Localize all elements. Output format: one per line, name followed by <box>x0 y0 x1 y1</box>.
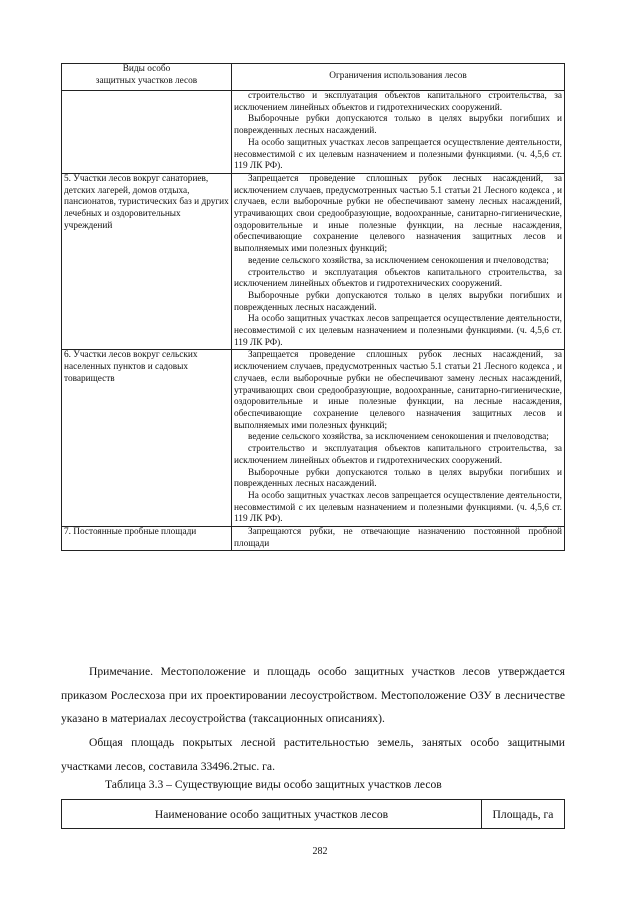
restriction-paragraph: Запрещается проведение сплошных рубок лесных насаждений, за исключением случаев, предусмотренных частью 5.1 статьи 21 Лесного кодекса , и случаев, если выборочные рубки не обеспечивают замену лесных насаждений, утрачивающих свои средообразующие, водоохранные, санитарно-гигиенические, оздоровительные и иные полезные функции, на лесные насаждения, обеспечивающие сохранение целевого назначения защитных лесов и выполняемых ими полезных функций; <box>234 350 562 431</box>
header-zone-types-line2: защитных участков лесов <box>95 75 198 86</box>
header-zone-name: Наименование особо защитных участков лесов <box>62 800 482 829</box>
total-area-block <box>61 731 565 778</box>
page-number: 282 <box>312 846 328 857</box>
restriction-paragraph: строительство и эксплуатация объектов капитального строительства, за исключением линейных объектов и гидротехнических сооружений. <box>234 444 562 466</box>
zone-cell <box>62 173 232 350</box>
table-caption: Таблица 3.3 – Существующие виды особо защитных участков лесов <box>105 778 442 791</box>
restriction-paragraph: На особо защитных участках лесов запрещается осуществление деятельности, несовместимой с их целевым назначением и полезными функциями. (ч. 4,5,6 ст. 119 ЛК РФ). <box>234 490 562 525</box>
restriction-paragraph: строительство и эксплуатация объектов капитального строительства, за исключением линейных объектов и гидротехнических сооружений. <box>234 91 562 113</box>
restriction-paragraph: Запрещаются рубки, не отвечающие назначению постоянной пробной площади <box>234 527 562 549</box>
restriction-paragraph: Выборочные рубки допускаются только в целях вырубки погибших и поврежденных лесных насаждений. <box>234 290 562 313</box>
restriction-paragraph: Запрещается проведение сплошных рубок лесных насаждений, за исключением случаев, предусмотренных частью 5.1 статьи 21 Лесного кодекса , и случаев, если выборочные рубки не обеспечивают замену лесных насаждений, утрачивающих свои средообразующие, водоохранные, санитарно-гигиенические, оздоровительные и иные полезные функции, на лесные насаждения, обеспечивающие сохранение целевого назначения защитных лесов и выполняемых ими полезных функций; <box>234 173 562 255</box>
header-restrictions: Ограничения использования лесов <box>232 64 565 91</box>
restrictions-table <box>61 63 565 551</box>
header-zone-types <box>62 64 232 91</box>
table-header-row <box>62 64 565 91</box>
restriction-paragraph: строительство и эксплуатация объектов капитального строительства, за исключением линейных объектов и гидротехнических сооружений. <box>234 267 562 290</box>
note-block <box>61 660 565 731</box>
table-header-row <box>62 800 565 829</box>
note-paragraph: Примечание. Местоположение и площадь особо защитных участков лесов утверждается приказом Рослесхоза при их проектировании лесоустройством. Местоположение ОЗУ в лесничестве указано в материалах лесоустройства (таксационных описаниях). <box>61 665 565 725</box>
restriction-cell <box>232 527 565 551</box>
zone-area-table <box>61 799 565 829</box>
zone-name: 5. Участки лесов вокруг санаториев, детских лагерей, домов отдыха, пансионатов, туристических баз и других лечебных и оздоровительных учреждений <box>64 173 229 231</box>
table-row <box>62 527 565 551</box>
header-zone-types-line1: Виды особо <box>122 64 171 74</box>
restriction-paragraph: Выборочные рубки допускаются только в целях вырубки погибших и поврежденных лесных насаждений. <box>234 114 562 137</box>
restriction-paragraph: ведение сельского хозяйства, за исключением сенокошения и пчеловодства; <box>248 255 549 266</box>
zone-cell <box>62 527 232 551</box>
zone-name: 7. Постоянные пробные площади <box>64 527 197 538</box>
total-area-paragraph: Общая площадь покрытых лесной растительностью земель, занятых особо защитными участками лесов, составила 33496.2тыс. га. <box>61 736 565 773</box>
restriction-paragraph: ведение сельского хозяйства, за исключением сенокошения и пчеловодства; <box>248 432 549 443</box>
restriction-paragraph: На особо защитных участках лесов запрещается осуществление деятельности, несовместимой с их целевым назначением и полезными функциями. (ч. 4,5,6 ст. 119 ЛК РФ). <box>234 314 562 348</box>
table-row <box>62 173 565 350</box>
restriction-cell <box>232 91 565 174</box>
zone-cell <box>62 350 232 527</box>
zone-name: 6. Участки лесов вокруг сельских населенных пунктов и садовых товариществ <box>64 350 198 384</box>
restriction-paragraph: На особо защитных участках лесов запрещается осуществление деятельности, несовместимой с их целевым назначением и полезными функциями. (ч. 4,5,6 ст. 119 ЛК РФ). <box>234 137 562 172</box>
table-row <box>62 91 565 174</box>
header-area: Площадь, га <box>482 800 565 829</box>
zone-cell <box>62 91 232 174</box>
table-row <box>62 350 565 527</box>
restriction-cell <box>232 173 565 350</box>
restriction-paragraph: Выборочные рубки допускаются только в целях вырубки погибших и поврежденных лесных насаждений. <box>234 467 562 490</box>
restriction-cell <box>232 350 565 527</box>
